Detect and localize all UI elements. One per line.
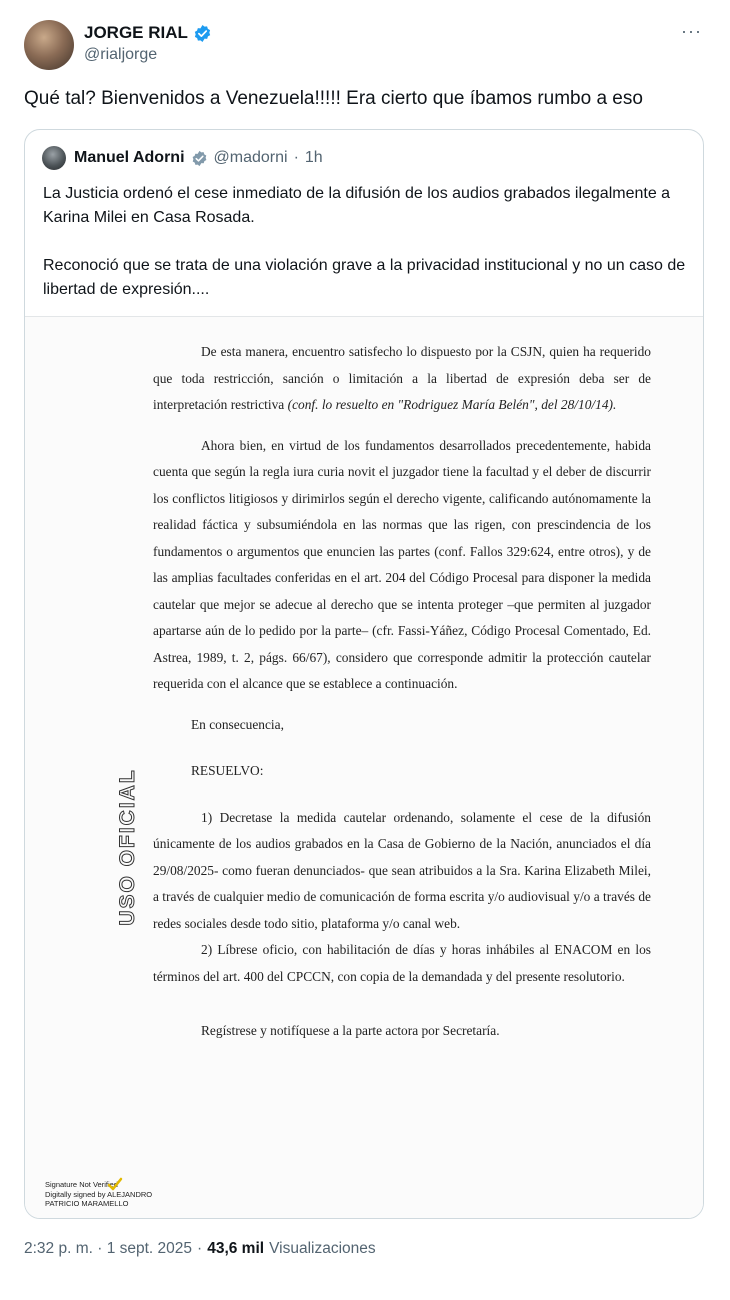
author-name[interactable]: JORGE RIAL [84, 23, 188, 42]
doc-paragraph: En consecuencia, [191, 716, 284, 732]
document-text [153, 339, 651, 1045]
digital-signature: Signature Not Verified Digitally signed by ALEJANDRO PATRICIO MARAMELLO [45, 1180, 153, 1208]
doc-paragraph: 1) Decretase la medida cautelar ordenando, solamente el cese de la difusión únicamente de los audios grabados en la Casa de Gobierno de la Nación, anunciados el día 29/08/2025- como fueran denunciados- que sean atribuidos a la Sra. Karina Elizabeth Milei, a través de cualquier medio de comunicación de forma escrita y/o audiovisual y/o a través de redes sociales desde todo sitio, plataforma y/o canal web. [153, 809, 651, 931]
views-count: 43,6 mil [207, 1240, 265, 1257]
quoted-tweet[interactable] [24, 129, 704, 1219]
quote-paragraph: Reconoció que se trata de una violación grave a la privacidad institucional y no un caso de libertad de expresión.... [43, 257, 686, 298]
quote-paragraph: La Justicia ordenó el cese inmediato de la difusión de los audios grabados ilegalmente a Karina Milei en Casa Rosada. [43, 185, 671, 226]
author-name-row [84, 22, 212, 44]
tweet-footer [24, 1240, 376, 1258]
doc-paragraph: De esta manera, encuentro satisfecho lo dispuesto por la CSJN, quien ha requerido que toda restricción, sanción o limitación a la libertad de expresión deba ser de interpretación restrictiva (conf. lo resuelto en "Rodriguez María Belén", del 28/10/14). [153, 344, 651, 412]
quote-header [42, 145, 323, 171]
separator-dot: · [197, 1240, 203, 1257]
timestamp[interactable]: 2:32 p. m. · 1 sept. 2025 [24, 1240, 193, 1257]
doc-paragraph: 2) Líbrese oficio, con habilitación de días y horas inhábiles al ENACOM en los términos del art. 400 del CPCCN, con copia de la demandada y del presente resolutorio. [153, 942, 651, 984]
views-label: Visualizaciones [269, 1240, 376, 1257]
quote-author-handle[interactable]: @madorni [213, 149, 288, 166]
tweet-text: Qué tal? Bienvenidos a Venezuela!!!!! Era cierto que íbamos rumbo a eso [24, 88, 643, 109]
author-handle[interactable]: @rialjorge [84, 46, 158, 63]
quote-author-avatar[interactable] [42, 146, 66, 170]
uso-oficial-stamp: USO OFICIAL [116, 768, 139, 926]
quote-document-image[interactable] [25, 316, 703, 1219]
more-options-icon[interactable]: ··· [681, 21, 702, 41]
quote-author-name[interactable]: Manuel Adorni [74, 149, 185, 166]
separator-dot: · [293, 149, 299, 166]
verified-badge-icon [191, 150, 208, 167]
quote-text [43, 182, 691, 302]
verified-badge-icon [193, 24, 212, 43]
author-block [84, 22, 212, 64]
signature-check-icon [107, 1176, 123, 1192]
doc-paragraph: Ahora bien, en virtud de los fundamentos desarrollados precedentemente, habida cuenta que según la regla iura curia novit el juzgador tiene la facultad y el deber de discurrir los conflictos litigiosos y dirimirlos según el derecho vigente, calificando autónomamente la realidad fáctica y subsumiéndola en las normas que las rigen, con prescindencia de los fundamentos o argumentos que enuncien las partes (conf. Fallos 329:624, entre otros), y de las amplias facultades conferidas en el art. 204 del Código Procesal para disponer la medida cautelar que mejor se adecue al derecho que se intenta proteger –que permiten al juzgador apartarse aún de lo pedido por la parte– (cfr. Fassi-Yáñez, Código Procesal Comentado, Ed. Astrea, 1989, t. 2, págs. 66/67), considero que corresponde admitir la protección cautelar requerida con el alcance que se establece a continuación. [153, 437, 651, 691]
doc-heading: RESUELVO: [191, 763, 264, 778]
author-avatar[interactable] [24, 20, 74, 70]
quote-time[interactable]: 1h [304, 149, 323, 166]
doc-paragraph: Regístrese y notifíquese a la parte actora por Secretaría. [201, 1023, 500, 1038]
